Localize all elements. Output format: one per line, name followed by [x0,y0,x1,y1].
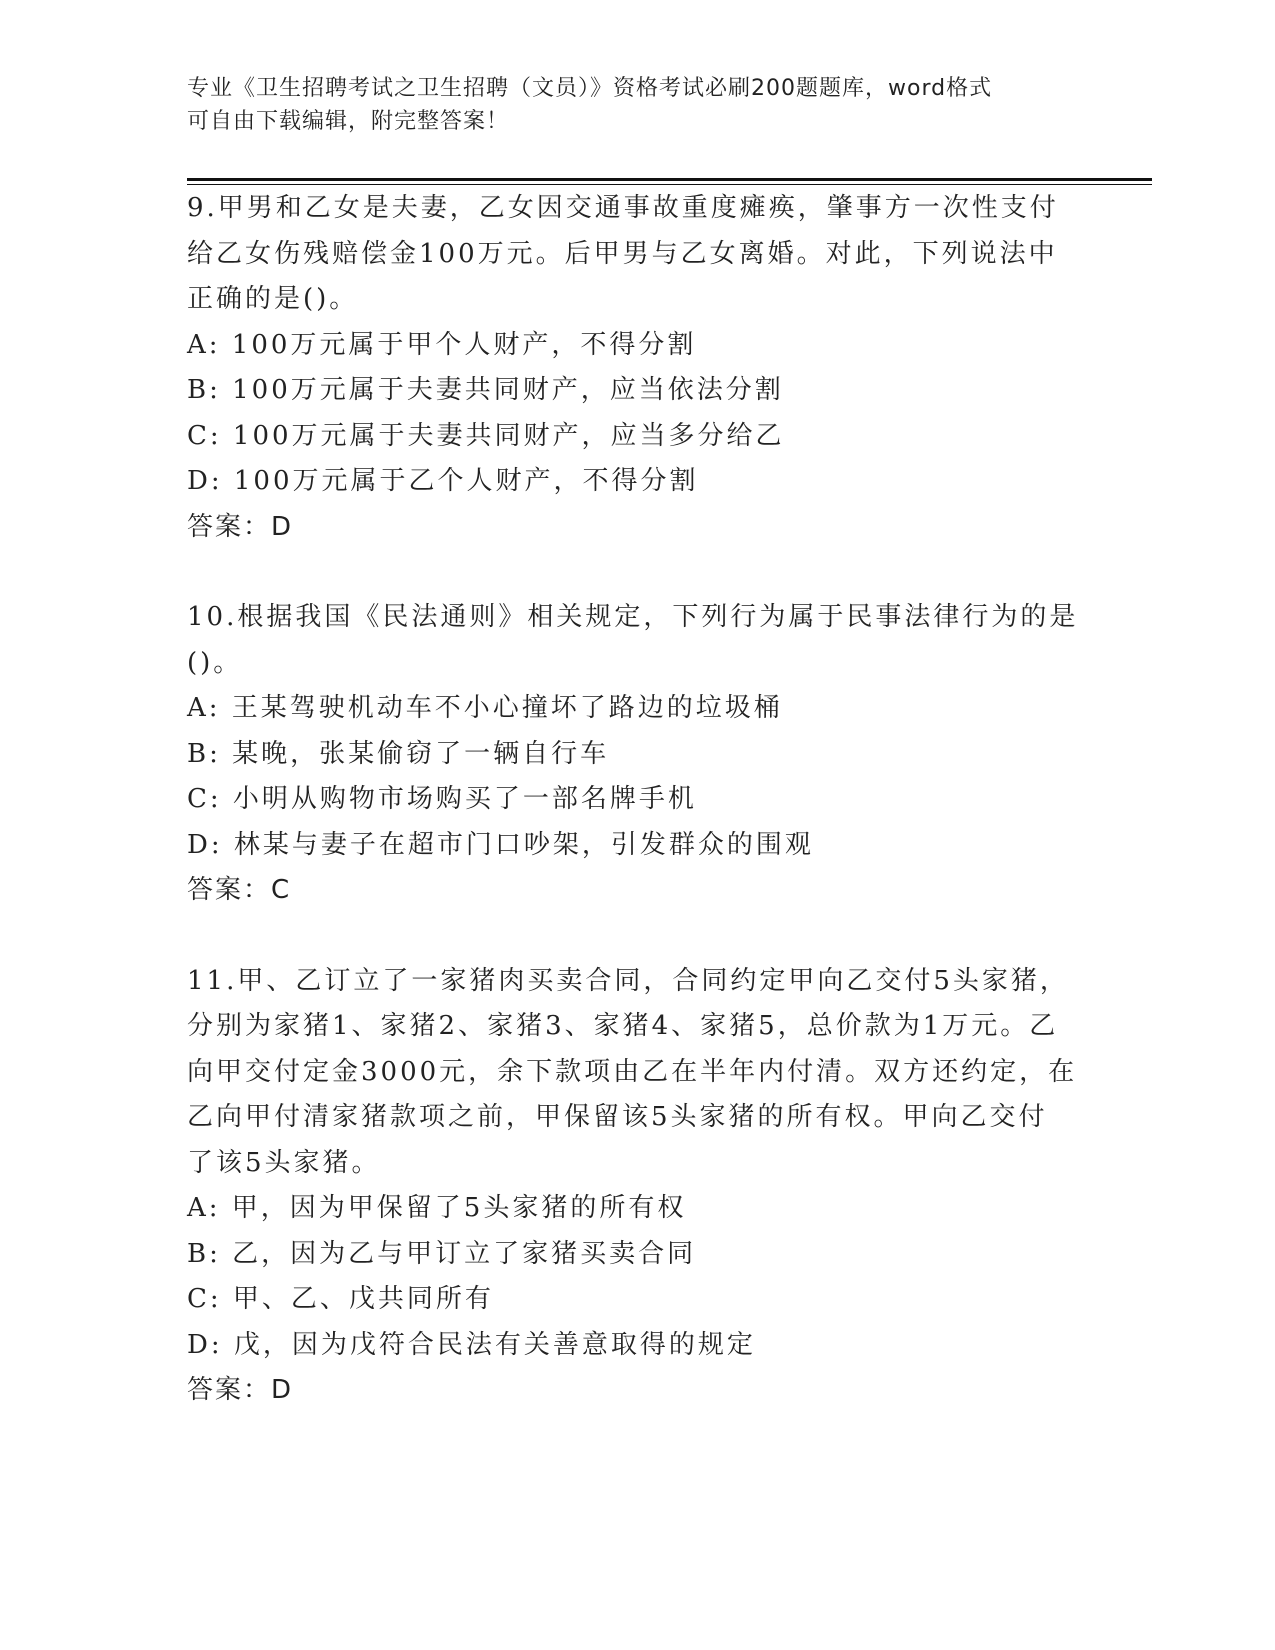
option-a: A: 王某驾驶机动车不小心撞坏了路边的垃圾桶 [187,693,783,723]
header-divider-thin [187,184,1152,185]
answer-line: 答案：D [187,511,294,542]
question-11 [187,959,1087,1414]
option-b: B: 某晚，张某偷窃了一辆自行车 [187,738,610,769]
answer-line: 答案：D [187,1375,294,1405]
question-stem: 11.甲、乙订立了一家猪肉买卖合同，合同约定甲向乙交付5头家猪， 分别为家猪1、家猪2、家猪3、家猪4、家猪5，总价款为1万元。乙 向甲交付定金3000元，余下款项由乙在半年内付清。双方还约定，在 乙向甲付清家猪款项之前，甲保留该5头家猪的所有权。甲向乙交付 了该5头家猪。 [187,965,1078,1178]
option-c: C: 100万元属于夫妻共同财产，应当多分给乙 [187,420,785,451]
question-9 [187,186,1087,550]
header-line-1: 专业《卫生招聘考试之卫生招聘（文员）》资格考试必刷200题题库，word格式 [187,76,993,101]
question-list [187,186,1087,1414]
question-stem: 9.甲男和乙女是夫妻，乙女因交通事故重度瘫痪，肇事方一次性支付 给乙女伤残赔偿金100万元。后甲男与乙女离婚。对此，下列说法中 正确的是()。 [187,193,1059,314]
question-spacer [187,914,1087,959]
option-a: A: 甲，因为甲保留了5头家猪的所有权 [187,1193,687,1223]
option-c: C: 甲、乙、戊共同所有 [187,1284,494,1314]
document-header [187,72,1067,138]
header-divider-thick [187,178,1152,181]
option-c: C: 小明从购物市场购买了一部名牌手机 [187,784,697,814]
option-b: B: 100万元属于夫妻共同财产，应当依法分割 [187,375,784,405]
option-b: B: 乙，因为乙与甲订立了家猪买卖合同 [187,1238,697,1269]
option-d: D: 戊，因为戊符合民法有关善意取得的规定 [187,1329,756,1360]
header-line-2: 可自由下载编辑，附完整答案！ [187,109,510,134]
option-a: A: 100万元属于甲个人财产，不得分割 [187,329,697,360]
option-d: D: 林某与妻子在超市门口吵架，引发群众的围观 [187,829,814,860]
option-d: D: 100万元属于乙个人财产，不得分割 [187,466,699,496]
question-stem: 10.根据我国《民法通则》相关规定，下列行为属于民事法律行为的是 ()。 [187,602,1079,678]
question-spacer [187,550,1087,595]
question-10 [187,595,1087,914]
answer-line: 答案：C [187,875,292,905]
